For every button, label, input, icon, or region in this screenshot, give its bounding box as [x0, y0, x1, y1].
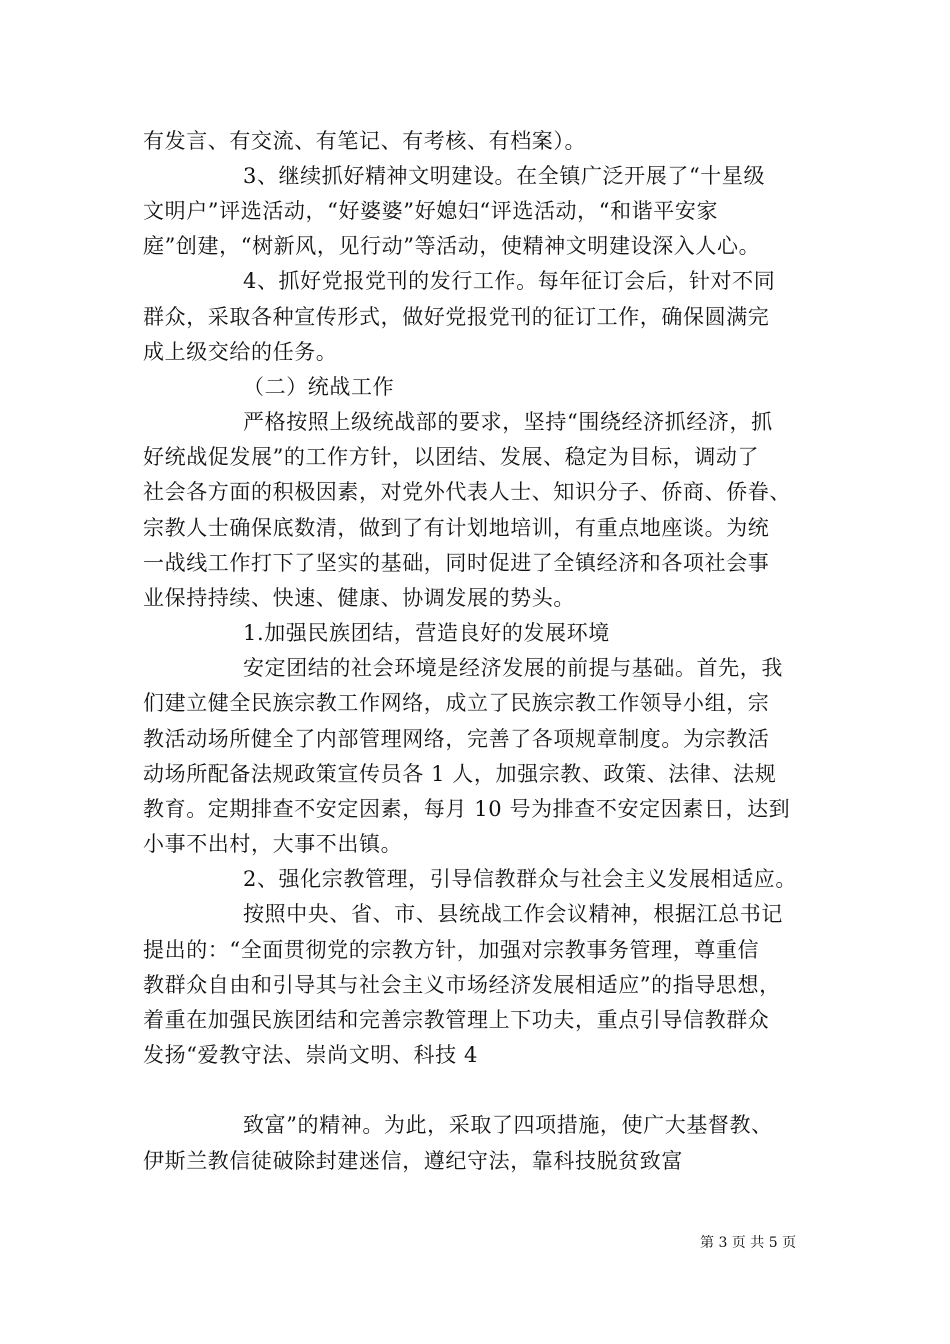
text-line: 庭”创建，“树新风，见行动”等活动，使精神文明建设深入人心。	[143, 234, 761, 258]
subsection-heading: 1.加强民族团结，营造良好的发展环境	[243, 621, 610, 645]
text-line: 着重在加强民族团结和完善宗教管理上下功夫，重点引导信教群众	[143, 1008, 770, 1032]
text-line: 小事不出村，大事不出镇。	[143, 832, 403, 856]
text-line: 提出的：“全面贯彻党的宗教方针，加强对宗教事务管理，尊重信	[143, 938, 760, 962]
text-line: 们建立健全民族宗教工作网络，成立了民族宗教工作领导小组，宗	[143, 691, 770, 715]
text-line: 教群众自由和引导其与社会主义市场经济发展相适应”的指导思想，	[143, 973, 781, 997]
text-line: 致富”的精神。为此，采取了四项措施，使广大基督教、	[243, 1113, 773, 1137]
text-line: 好统战促发展”的工作方针，以团结、发展、稳定为目标，调动了	[143, 445, 760, 469]
text-line: 教活动场所健全了内部管理网络，完善了各项规章制度。为宗教活	[143, 727, 770, 751]
page-footer: 第 3 页 共 5 页	[700, 1235, 797, 1251]
text-line: 发扬“爱教守法、崇尚文明、科技 4	[143, 1043, 478, 1067]
text-line: 伊斯兰教信徒破除封建迷信，遵纪守法，靠科技脱贫致富	[143, 1149, 683, 1173]
text-line: 业保持持续、快速、健康、协调发展的势头。	[143, 586, 575, 610]
text-line: 社会各方面的积极因素，对党外代表人士、知识分子、侨商、侨眷、	[143, 480, 791, 504]
text-line: 成上级交给的任务。	[143, 340, 338, 364]
text-line: 动场所配备法规政策宣传员各 1 人，加强宗教、政策、法律、法规	[143, 762, 777, 786]
text-line: 有发言、有交流、有笔记、有考核、有档案）。	[143, 129, 587, 153]
subsection-heading: 2、强化宗教管理，引导信教群众与社会主义发展相适应。	[243, 867, 797, 891]
text-line: 4、抓好党报党刊的发行工作。每年征订会后，针对不同	[243, 269, 776, 293]
text-line: 安定团结的社会环境是经济发展的前提与基础。首先，我	[243, 656, 783, 680]
text-line: 3、继续抓好精神文明建设。在全镇广泛开展了“十星级	[243, 164, 766, 188]
text-line: 群众，采取各种宣传形式，做好党报党刊的征订工作，确保圆满完	[143, 305, 770, 329]
text-line: 宗教人士确保底数清，做到了有计划地培训，有重点地座谈。为统	[143, 516, 770, 540]
text-line: 严格按照上级统战部的要求，坚持“围绕经济抓经济，抓	[243, 410, 773, 434]
section-heading: （二）统战工作	[243, 375, 395, 399]
text-line: 文明户”评选活动，“好婆婆”好媳妇“评选活动，“和谐平安家	[143, 199, 719, 223]
text-line: 按照中央、省、市、县统战工作会议精神，根据江总书记	[243, 902, 783, 926]
text-line: 教育。定期排查不安定因素，每月 10 号为排查不安定因素日，达到	[143, 797, 791, 821]
text-line: 一战线工作打下了坚实的基础，同时促进了全镇经济和各项社会事	[143, 551, 770, 575]
